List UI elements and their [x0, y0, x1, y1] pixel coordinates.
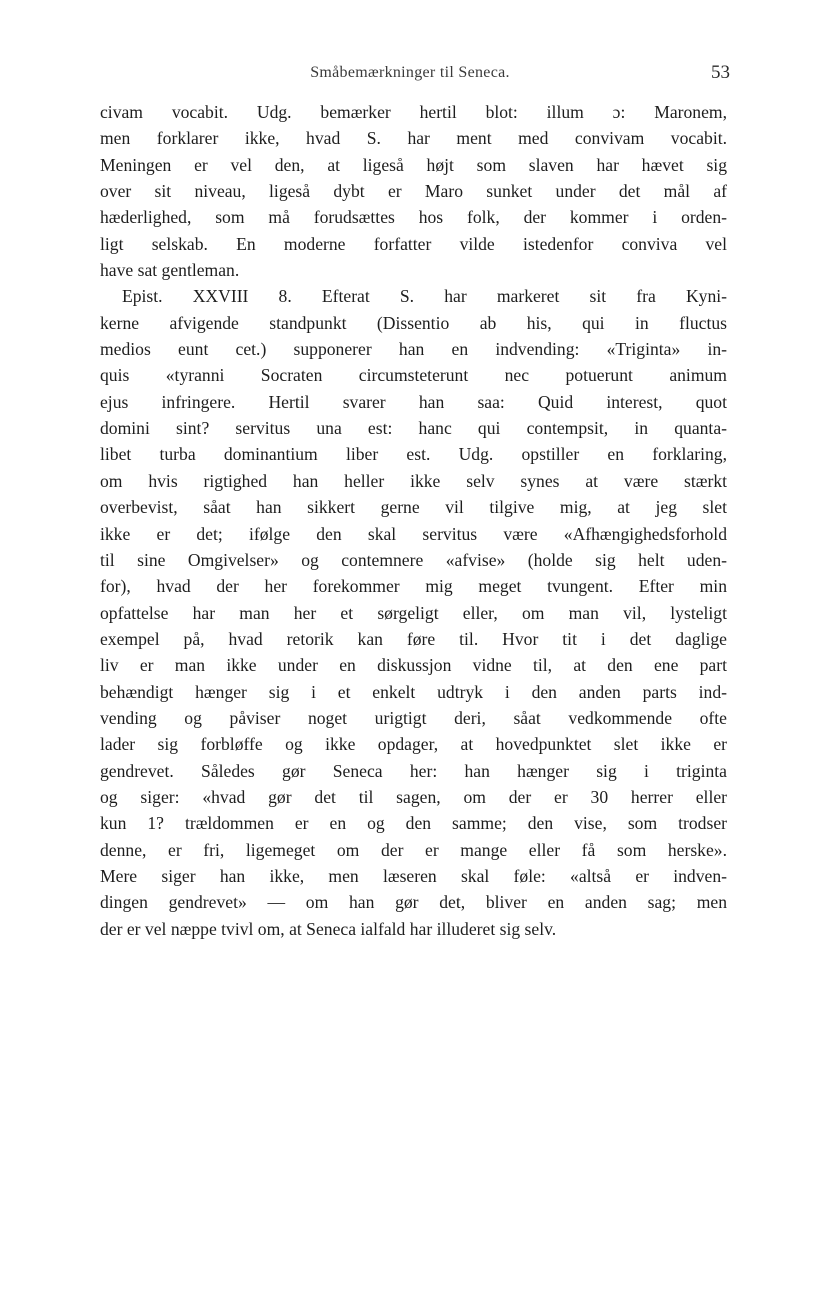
text-line: men forklarer ikke, hvad S. har ment med convivam vocabit.: [100, 128, 727, 149]
page-number: 53: [711, 62, 730, 83]
text-line: libet turba dominantium liber est. Udg. opstiller en forklaring,: [100, 444, 727, 465]
text-line: kerne afvigende standpunkt (Dissentio ab his, qui in fluctus: [100, 312, 727, 333]
text-line: hæderlighed, som må forudsættes hos folk, der kommer i orden-: [100, 207, 727, 228]
text-line: denne, er fri, ligemeget om der er mange eller få som herske».: [100, 839, 727, 860]
text-line: lader sig forbløffe og ikke opdager, at hovedpunktet slet ikke er: [100, 734, 727, 755]
text-line: Mere siger han ikke, men læseren skal føle: «altså er indven-: [100, 865, 727, 886]
text-line: exempel på, hvad retorik kan føre til. Hvor tit i det daglige: [100, 628, 727, 649]
text-line: vending og påviser noget urigtigt deri, såat vedkommende ofte: [100, 707, 727, 728]
text-line: have sat gentleman.: [100, 260, 240, 281]
text-line: behændigt hænger sig i et enkelt udtryk i den anden parts ind-: [100, 681, 727, 702]
text-line: civam vocabit. Udg. bemærker hertil blot: illum ɔ: Maronem,: [100, 102, 727, 122]
text-line: liv er man ikke under en diskussjon vidne til, at den ene part: [100, 655, 727, 676]
text-line: domini sint? servitus una est: hanc qui contempsit, in quanta-: [100, 418, 727, 439]
page-header: [90, 62, 730, 88]
text-line: til sine Omgivelser» og contemnere «afvise» (holde sig helt uden-: [100, 549, 727, 570]
body-text: [100, 99, 727, 942]
text-line: Meningen er vel den, at ligeså højt som slaven har hævet sig: [100, 154, 727, 175]
text-line: ejus infringere. Hertil svarer han saa: Quid interest, quot: [100, 391, 727, 412]
text-line: om hvis rigtighed han heller ikke selv synes at være stærkt: [100, 470, 727, 491]
text-line: der er vel næppe tvivl om, at Seneca ialfald har illuderet sig selv.: [100, 918, 557, 939]
text-line: medios eunt cet.) supponerer han en indvending: «Triginta» in-: [100, 339, 727, 360]
text-line: ligt selskab. En moderne forfatter vilde istedenfor conviva vel: [100, 233, 727, 254]
text-line: kun 1? trældommen er en og den samme; den vise, som trodser: [100, 813, 727, 834]
text-line: dingen gendrevet» — om han gør det, bliver en anden sag; men: [100, 892, 727, 913]
text-line: quis «tyranni Socraten circumsteterunt nec potuerunt animum: [100, 365, 727, 386]
text-line: gendrevet. Således gør Seneca her: han hænger sig i triginta: [100, 760, 727, 781]
text-line: over sit niveau, ligeså dybt er Maro sunket under det mål af: [100, 181, 727, 202]
text-line: ikke er det; ifølge den skal servitus være «Afhængighedsforhold: [100, 523, 727, 544]
running-title: Småbemærkninger til Seneca.: [310, 64, 510, 81]
text-line: opfattelse har man her et sørgeligt eller, om man vil, lysteligt: [100, 602, 727, 623]
text-line: overbevist, såat han sikkert gerne vil tilgive mig, at jeg slet: [100, 497, 727, 518]
text-line: Epist. XXVIII 8. Efterat S. har markeret sit fra Kyni-: [122, 286, 727, 307]
text-line: for), hvad der her forekommer mig meget tvungent. Efter min: [100, 576, 727, 597]
text-line: og siger: «hvad gør det til sagen, om der er 30 herrer eller: [100, 786, 727, 807]
